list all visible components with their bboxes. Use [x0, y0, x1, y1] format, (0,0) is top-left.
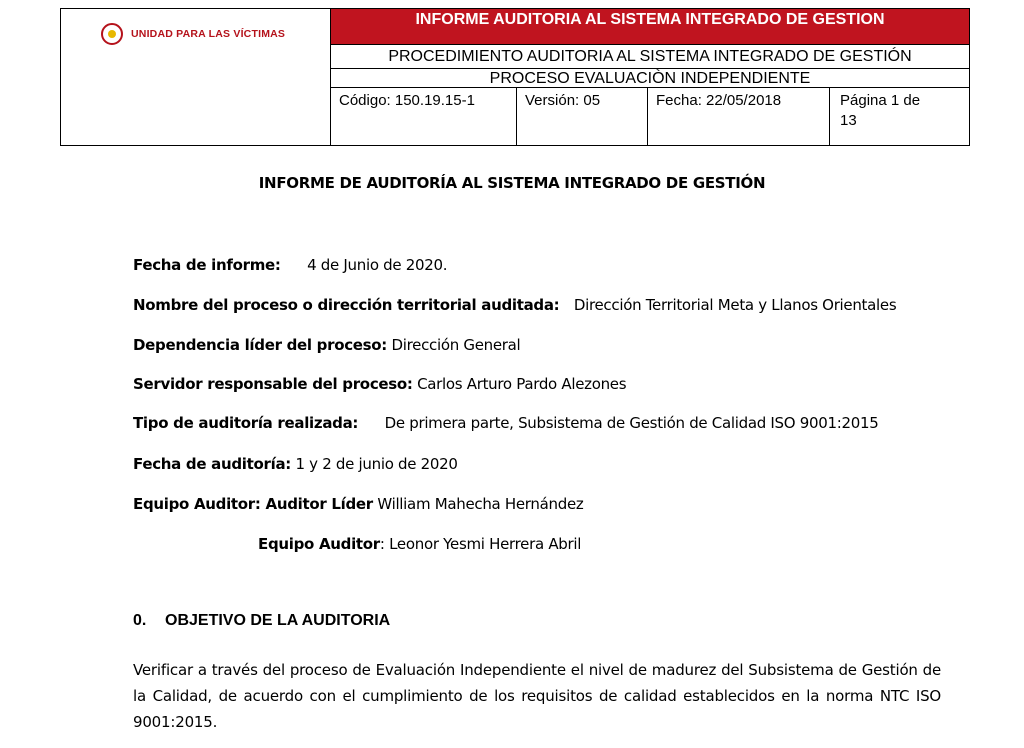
field-responsible	[133, 375, 626, 393]
field-label: Fecha de auditoría:	[133, 455, 291, 473]
document-code: Código: 150.19.15-1	[331, 88, 517, 145]
field-value: 1 y 2 de junio de 2020	[295, 455, 458, 473]
field-label: Servidor responsable del proceso:	[133, 375, 413, 393]
field-report-date	[133, 256, 447, 274]
section-heading	[133, 612, 390, 630]
field-audit-team	[258, 535, 581, 553]
process-name: PROCESO EVALUACIÒN INDEPENDIENTE	[489, 70, 811, 87]
section-number: 0.	[133, 612, 147, 629]
field-label: Dependencia líder del proceso:	[133, 336, 388, 354]
document-meta-row	[331, 87, 969, 145]
field-label: Equipo Auditor: Auditor Líder	[133, 495, 373, 513]
report-title: INFORME AUDITORIA AL SISTEMA INTEGRADO DE GESTION	[331, 9, 969, 45]
field-value: Dirección General	[391, 336, 521, 354]
field-value: De primera parte, Subsistema de Gestión de Calidad ISO 9001:2015	[384, 414, 879, 432]
field-label: Nombre del proceso o dirección territorial auditada:	[133, 296, 560, 314]
field-value: : Leonor Yesmi Herrera Abril	[379, 535, 582, 553]
field-label: Tipo de auditoría realizada:	[133, 414, 359, 432]
procedure-name: PROCEDIMIENTO AUDITORIA AL SISTEMA INTEGRADO DE GESTIÓN	[331, 45, 969, 69]
logo-text: UNIDAD PARA LAS VÍCTIMAS	[131, 28, 286, 40]
document-title: INFORME DE AUDITORÍA AL SISTEMA INTEGRADO DE GESTIÓN	[258, 174, 766, 192]
field-value: William Mahecha Hernández	[377, 495, 584, 513]
field-audit-date	[133, 455, 458, 473]
logo-cell	[61, 9, 331, 145]
document-header-table	[60, 8, 970, 146]
seal-icon	[101, 23, 123, 45]
section-paragraph: Verificar a través del proceso de Evaluación Independiente el nivel de madurez del Subsistema de Gestión de la Calidad, de acuerdo con el cumplimiento de los requisitos de calidad establecidos en la norma NTC ISO 9001:2015.	[133, 661, 941, 731]
field-value: 4 de Junio de 2020.	[307, 256, 448, 274]
field-value: Dirección Territorial Meta y Llanos Orientales	[573, 296, 897, 314]
page-number: Página 1 de 13	[840, 92, 921, 129]
field-process-name	[133, 296, 896, 314]
field-lead-dependency	[133, 336, 520, 354]
field-label: Fecha de informe:	[133, 256, 281, 274]
field-audit-type	[133, 414, 878, 432]
document-date: Fecha: 22/05/2018	[648, 88, 830, 145]
field-label: Equipo Auditor	[258, 535, 380, 553]
document-version: Versión: 05	[517, 88, 648, 145]
unidad-victimas-logo	[101, 23, 285, 45]
section-title: OBJETIVO DE LA AUDITORIA	[165, 612, 391, 629]
field-lead-auditor	[133, 495, 583, 513]
field-value: Carlos Arturo Pardo Alezones	[417, 375, 627, 393]
